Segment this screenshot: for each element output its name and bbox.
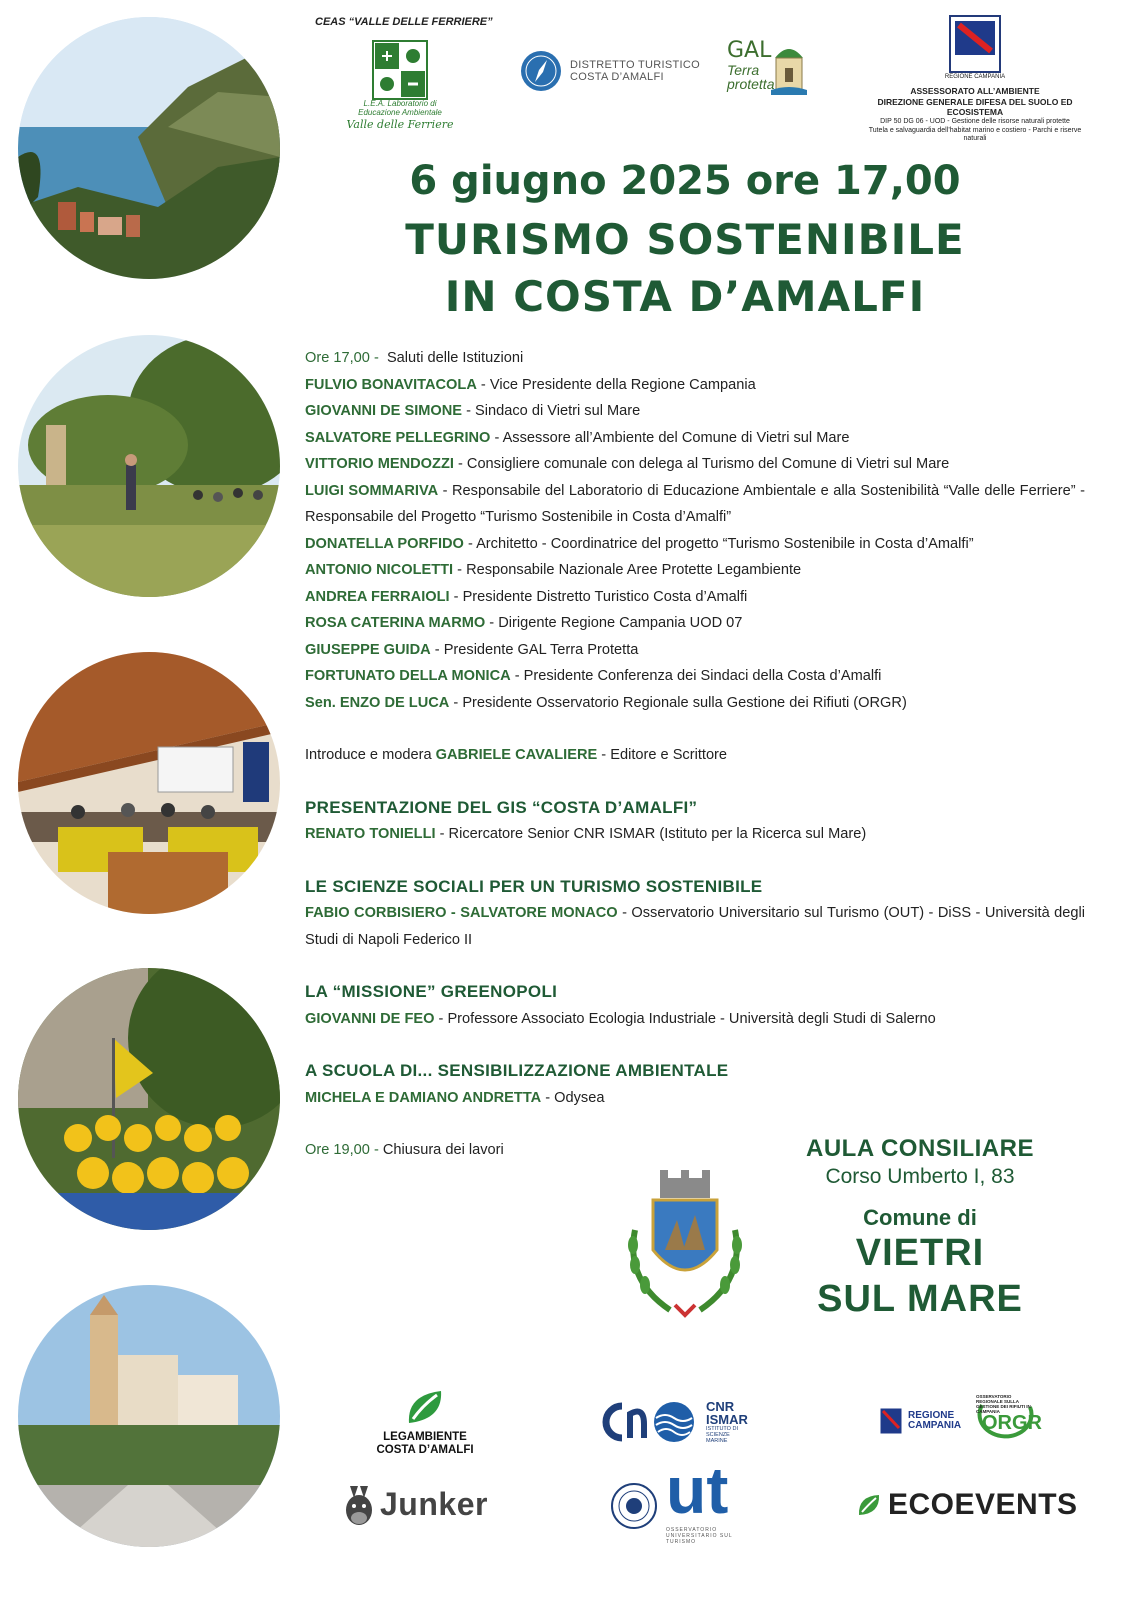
gal-line-2: Terra xyxy=(727,62,760,78)
distretto-logo xyxy=(520,50,700,92)
speaker-row: ANDREA FERRAIOLI - Presidente Distretto Turistico Costa d’Amalfi xyxy=(305,588,748,605)
moderator-row: Introduce e modera GABRIELE CAVALIERE - Editore e Scrittore xyxy=(305,747,728,763)
regione-shield-icon xyxy=(955,21,995,67)
junker-text: Junker xyxy=(380,1485,488,1522)
speaker-role: Vice Presidente della Regione Campania xyxy=(489,376,756,393)
section-title: LA “MISSIONE” GREENOPOLI xyxy=(305,982,558,1001)
event-title-line-2: IN COSTA D’AMALFI xyxy=(444,271,926,321)
speaker-role: Presidente Distretto Turistico Costa d’Amalfi xyxy=(462,588,748,605)
regione-small-shield-icon xyxy=(880,1408,902,1434)
speaker-row: ROSA CATERINA MARMO - Dirigente Regione Campania UOD 07 xyxy=(305,615,743,631)
section-speaker-row: FABIO CORBISIERO - SALVATORE MONACO - Osservatorio Universitario sul Turismo (OUT) - DiSS - Università degli Studi di Napoli Federico II xyxy=(305,905,1085,948)
legambiente-line-1: LEGAMBIENTE xyxy=(383,1431,467,1443)
speaker-role: Presidente Osservatorio Regionale sulla Gestione dei Rifiuti (ORGR) xyxy=(462,694,907,711)
section-speaker-role: Odysea xyxy=(554,1089,605,1106)
program xyxy=(305,345,1085,1164)
out-logo xyxy=(610,1453,746,1547)
cnr-ismar-icon xyxy=(600,1400,700,1444)
outdoor-meeting-photo xyxy=(18,335,280,597)
ceas-subtitle: L.E.A. Laboratorio di Educazione Ambientale xyxy=(358,99,442,117)
venue-town-line-1: VIETRI xyxy=(855,1232,985,1274)
vietri-crest xyxy=(625,1170,745,1320)
cnr-small: ISTITUTO DI SCIENZE MARINE xyxy=(706,1426,738,1445)
distretto-line-1: DISTRETTO TURISTICO xyxy=(570,58,700,71)
legambiente-line-2: COSTA D’AMALFI xyxy=(376,1443,474,1456)
moderator-prefix: Introduce e modera xyxy=(305,747,432,763)
speaker-name: ANDREA FERRAIOLI xyxy=(305,588,450,605)
regione-line-1: ASSESSORATO ALL’AMBIENTE xyxy=(910,86,1040,96)
ut-mark xyxy=(666,1453,746,1547)
section-title: PRESENTAZIONE DEL GIS “COSTA D’AMALFI” xyxy=(305,797,698,817)
children-excursion-photo xyxy=(18,968,280,1230)
venue-hall: AULA CONSILIARE xyxy=(806,1135,1034,1162)
regione-orgr-logo xyxy=(880,1395,1042,1447)
speaker-row: VITTORIO MENDOZZI - Consigliere comunale con delega al Turismo del Comune di Vietri sul Mare xyxy=(305,456,950,472)
venue xyxy=(790,1135,1050,1322)
regione-shield-label: REGIONE CAMPANIA xyxy=(944,74,1006,80)
section-speaker-name: MICHELA E DAMIANO ANDRETTA xyxy=(305,1089,542,1106)
regione-shield xyxy=(949,15,1001,73)
speaker-row: GIUSEPPE GUIDA - Presidente GAL Terra Protetta xyxy=(305,641,639,658)
legambiente-logo xyxy=(370,1385,480,1456)
closing-text: Chiusura dei lavori xyxy=(382,1142,504,1158)
speaker-row: FORTUNATO DELLA MONICA - Presidente Conferenza dei Sindaci della Costa d’Amalfi xyxy=(305,668,882,684)
venue-town-line-2: SUL MARE xyxy=(817,1277,1023,1320)
ceas-logo xyxy=(345,40,455,131)
legambiente-leaf-icon xyxy=(403,1385,447,1429)
regione-text: REGIONE CAMPANIA xyxy=(908,1409,962,1431)
sections-list xyxy=(305,769,1085,1112)
out-small: OSSERVATORIO UNIVERSITARIO SUL TURISMO xyxy=(666,1527,733,1545)
speaker-name: ANTONIO NICOLETTI xyxy=(305,562,454,578)
regione-line-4: Tutela e salvaguardia dell’habitat marino e costiero - Parchi e riserve naturali xyxy=(868,126,1082,143)
regione-line-2: DIREZIONE GENERALE DIFESA DEL SUOLO ED ECOSISTEMA xyxy=(877,96,1073,118)
speaker-row: ANTONIO NICOLETTI - Responsabile Nazionale Aree Protette Legambiente xyxy=(305,562,802,578)
speaker-role: Dirigente Regione Campania UOD 07 xyxy=(498,615,743,631)
section-title: LE SCIENZE SOCIALI PER UN TURISMO SOSTENIBILE xyxy=(305,876,763,896)
speaker-role: Responsabile del Laboratorio di Educazione Ambientale e alla Sostenibilità “Valle delle Ferriere” - Responsabile del Progetto “Turismo Sostenibile in Costa d’Amalfi” xyxy=(305,482,1085,525)
speaker-role: Sindaco di Vietri sul Mare xyxy=(475,403,641,419)
junker-logo xyxy=(342,1482,488,1526)
ceas-subtitle-2: Valle delle Ferriere xyxy=(346,117,454,131)
orgr-mark xyxy=(970,1395,1042,1447)
ecoevents-text: ECOEVENTS xyxy=(888,1488,1078,1521)
leaf-icon xyxy=(856,1492,882,1518)
speaker-row: Sen. ENZO DE LUCA - Presidente Osservatorio Regionale sulla Gestione dei Rifiuti (ORGR) xyxy=(305,694,907,711)
orgr-small: OSSERVATORIO REGIONALE SULLA GESTIONE DEI RIFIUTI IN CAMPANIA xyxy=(976,1394,1031,1414)
section-speaker-role: Professore Associato Ecologia Industriale - Università degli Studi di Salerno xyxy=(447,1010,936,1027)
ceas-emblem-icon xyxy=(372,40,428,100)
section-speaker-row: MICHELA E DAMIANO ANDRETTA - Odysea xyxy=(305,1089,605,1106)
compass-icon xyxy=(520,50,562,92)
speaker-name: FORTUNATO DELLA MONICA xyxy=(305,668,511,684)
church-photo xyxy=(18,1285,280,1547)
section-speaker-name: FABIO CORBISIERO - SALVATORE MONACO xyxy=(305,905,618,921)
speaker-name: VITTORIO MENDOZZI xyxy=(305,456,454,472)
ecoevents-logo xyxy=(856,1488,1078,1522)
speaker-row: DONATELLA PORFIDO - Architetto - Coordinatrice del progetto “Turismo Sostenibile in Costa d’Amalfi” xyxy=(305,535,974,552)
conference-room-photo xyxy=(18,652,280,914)
speaker-role: Consigliere comunale con delega al Turismo del Comune di Vietri sul Mare xyxy=(466,456,950,472)
section-speaker-name: RENATO TONIELLI xyxy=(305,826,436,842)
gal-logo xyxy=(727,38,817,118)
speaker-name: ROSA CATERINA MARMO xyxy=(305,615,486,631)
coast-photo xyxy=(18,17,280,279)
speaker-role: Responsabile Nazionale Aree Protette Legambiente xyxy=(466,562,802,578)
speaker-name: GIOVANNI DE SIMONE xyxy=(305,403,463,419)
opening-time: Ore 17,00 - xyxy=(305,350,379,366)
event-date: 6 giugno 2025 ore 17,00 xyxy=(409,158,961,204)
cnr-ismar-logo xyxy=(600,1400,748,1444)
speakers-list xyxy=(305,372,1085,717)
venue-comune: Comune di xyxy=(863,1205,977,1230)
speaker-row: GIOVANNI DE SIMONE - Sindaco di Vietri sul Mare xyxy=(305,403,641,419)
speaker-role: Assessore all’Ambiente del Comune di Vietri sul Mare xyxy=(502,429,850,446)
donkey-icon xyxy=(342,1482,376,1526)
speaker-role: Presidente GAL Terra Protetta xyxy=(443,641,639,658)
orgr-text: ORGR xyxy=(982,1412,1042,1434)
speaker-row: LUIGI SOMMARIVA - Responsabile del Laboratorio di Educazione Ambientale e alla Sostenibilità “Valle delle Ferriere” - Responsabile del Progetto “Turismo Sostenibile in Costa d’Amalfi” xyxy=(305,482,1085,525)
section-speaker-role: Ricercatore Senior CNR ISMAR (Istituto per la Ricerca sul Mare) xyxy=(448,826,867,842)
opening-row xyxy=(305,345,1085,372)
speaker-name: DONATELLA PORFIDO xyxy=(305,535,464,552)
gal-line-1: GAL xyxy=(727,38,772,63)
speaker-name: Sen. ENZO DE LUCA xyxy=(305,694,450,711)
speaker-row: SALVATORE PELLEGRINO - Assessore all’Ambiente del Comune di Vietri sul Mare xyxy=(305,429,850,446)
tower-icon xyxy=(771,40,807,95)
section-speaker-row: RENATO TONIELLI - Ricercatore Senior CNR ISMAR (Istituto per la Ricerca sul Mare) xyxy=(305,826,867,842)
event-title-line-1: TURISMO SOSTENIBILE xyxy=(405,215,965,264)
ut-text: ut xyxy=(666,1453,729,1527)
ceas-title: CEAS “VALLE DELLE FERRIERE” xyxy=(315,16,493,28)
speaker-name: LUIGI SOMMARIVA xyxy=(305,482,439,499)
moderator-name: GABRIELE CAVALIERE xyxy=(435,747,598,763)
speaker-role: Presidente Conferenza dei Sindaci della Costa d’Amalfi xyxy=(523,668,882,684)
speaker-name: FULVIO BONAVITACOLA xyxy=(305,376,477,393)
section-speaker-role: Osservatorio Universitario sul Turismo (OUT) - DiSS - Università degli Studi di Napoli Federico II xyxy=(305,905,1085,948)
event-title xyxy=(300,212,1070,325)
cnr-line-1: CNR xyxy=(706,1399,735,1414)
opening-text: Saluti delle Istituzioni xyxy=(386,350,524,366)
gal-line-3: protetta xyxy=(727,76,775,92)
speaker-name: SALVATORE PELLEGRINO xyxy=(305,429,491,446)
university-seal-icon xyxy=(610,1482,658,1530)
regione-logo xyxy=(860,15,1090,144)
moderator-role: Editore e Scrittore xyxy=(610,747,728,763)
distretto-line-2: COSTA D’AMALFI xyxy=(570,71,664,83)
cnr-line-2: ISMAR xyxy=(706,1412,748,1427)
venue-address: Corso Umberto I, 83 xyxy=(825,1165,1015,1188)
speaker-name: GIUSEPPE GUIDA xyxy=(305,641,431,658)
regione-line-3: DIP 50 DG 06 - UOD - Gestione delle risorse naturali protette xyxy=(880,117,1070,125)
speaker-role: Architetto - Coordinatrice del progetto “Turismo Sostenibile in Costa d’Amalfi” xyxy=(476,535,974,552)
closing-time: Ore 19,00 - xyxy=(305,1142,379,1158)
speaker-row: FULVIO BONAVITACOLA - Vice Presidente della Regione Campania xyxy=(305,376,756,393)
section-speaker-name: GIOVANNI DE FEO xyxy=(305,1010,435,1027)
section-speaker-row: GIOVANNI DE FEO - Professore Associato Ecologia Industriale - Università degli Studi di Salerno xyxy=(305,1010,936,1027)
town-crest-icon xyxy=(625,1170,745,1320)
section-title: A SCUOLA DI... SENSIBILIZZAZIONE AMBIENTALE xyxy=(305,1061,729,1080)
